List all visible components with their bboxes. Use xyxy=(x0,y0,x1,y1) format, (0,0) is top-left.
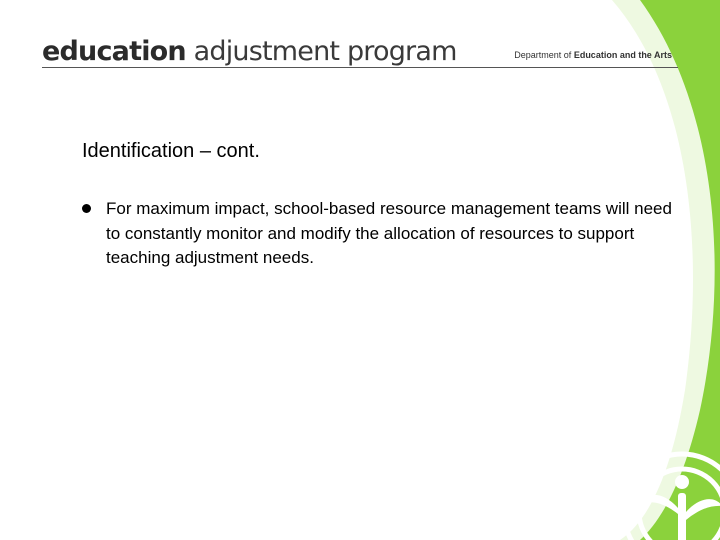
brand-bold-text: education xyxy=(42,36,186,67)
dept-prefix-text: Department of xyxy=(514,50,574,60)
dept-bold-text: Education and the Arts xyxy=(573,50,672,60)
bullet-text: For maximum impact, school-based resource management teams will need to constantly monitor and modify the allocation of resources to support teaching adjustment needs. xyxy=(106,199,672,267)
bullet-list xyxy=(82,197,682,271)
header-divider xyxy=(42,67,678,68)
bullet-item xyxy=(82,197,682,271)
brand-rest-text: adjustment program xyxy=(185,36,457,67)
department-name xyxy=(514,50,672,60)
slide-header xyxy=(42,34,678,74)
slide-title: Identification – cont. xyxy=(82,140,260,162)
bullet-dot-icon xyxy=(82,204,91,213)
program-logo-text xyxy=(42,34,457,70)
